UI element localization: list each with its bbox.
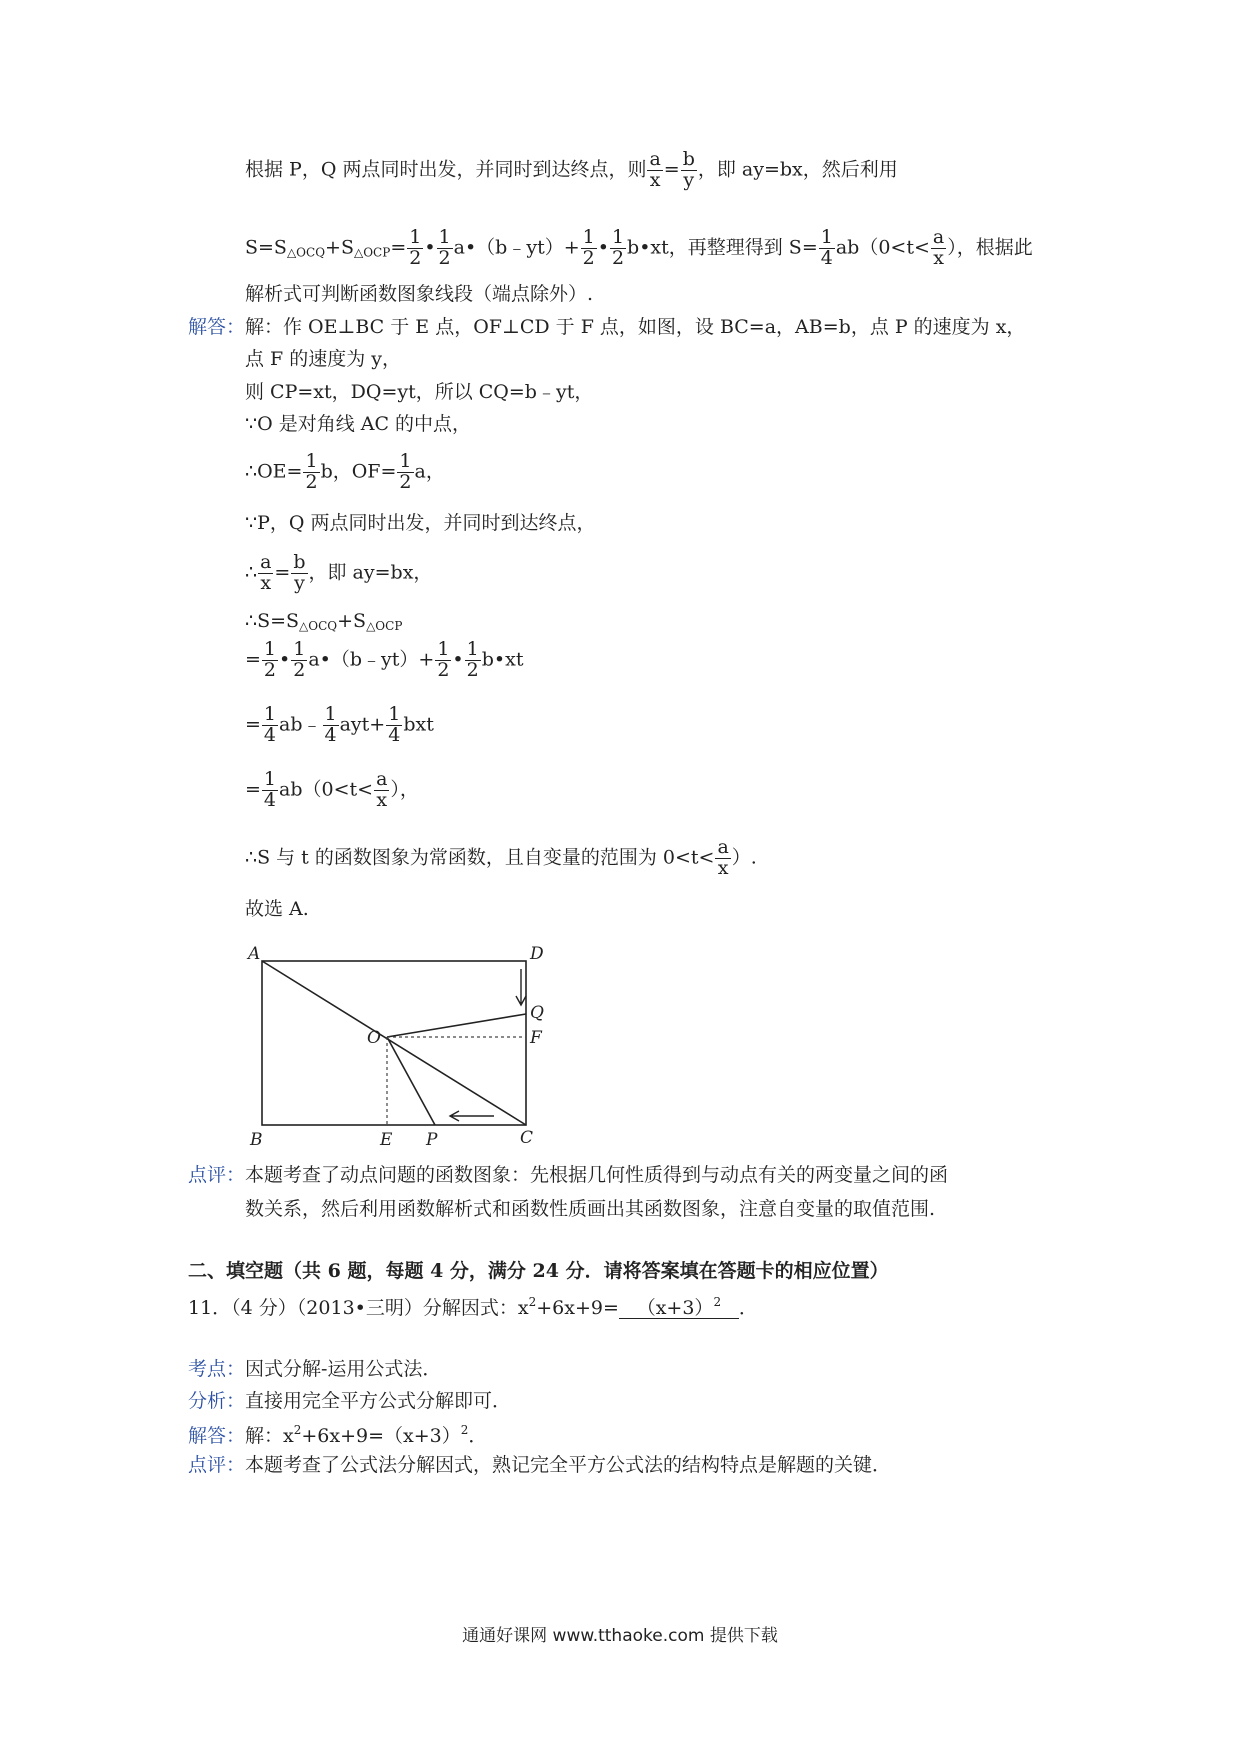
- solution-line-8: [245, 612, 402, 632]
- label-c: C: [520, 1128, 534, 1148]
- label-q: Q: [530, 1003, 544, 1023]
- denominator: 2: [611, 246, 625, 269]
- denominator: x: [717, 856, 729, 879]
- text: 因式分解-运用公式法．: [245, 1358, 442, 1380]
- label-b: B: [250, 1130, 263, 1150]
- key-point-label: 考点：: [188, 1358, 246, 1380]
- text: ∴S 与 t 的函数图象为常函数，且自变量的范围为 0<t<: [245, 846, 715, 869]
- text: =: [274, 561, 291, 584]
- fraction-half: [610, 228, 626, 269]
- fraction-half: [581, 228, 597, 269]
- segment-op: [387, 1037, 435, 1125]
- denominator: 2: [438, 246, 451, 269]
- subscript: △OCP: [353, 245, 391, 260]
- solution-line-13: 故选 A.: [245, 898, 309, 920]
- numerator: 1: [388, 703, 401, 725]
- denominator: 2: [409, 246, 422, 269]
- denominator: y: [294, 571, 305, 594]
- numerator: a: [717, 836, 729, 858]
- denominator: 2: [293, 658, 306, 681]
- fraction: [374, 770, 389, 811]
- numerator: 1: [409, 226, 422, 248]
- text: b，OF=: [320, 460, 397, 483]
- text: 本题考查了公式法分解因式，熟记完全平方公式法的结构特点是解题的关键．: [245, 1454, 892, 1476]
- denominator: 2: [399, 470, 412, 493]
- numerator: a: [376, 768, 388, 790]
- text: ，即 ay=bx，: [308, 561, 433, 584]
- geometry-figure: [244, 935, 564, 1150]
- text: ab（0<t<: [835, 236, 930, 259]
- fraction: [681, 150, 697, 191]
- solution-label: 解答：: [188, 1425, 246, 1447]
- fraction-quarter: [262, 705, 278, 746]
- arrow-down-icon: [516, 969, 526, 1005]
- fraction-half: [435, 640, 451, 681]
- text: +6x+9=（x+3）: [301, 1425, 461, 1447]
- text: =: [245, 778, 261, 801]
- fraction-half: [262, 640, 278, 681]
- numerator: 1: [324, 703, 337, 725]
- solution-line-7: [245, 553, 432, 594]
- question-11: [188, 1296, 758, 1319]
- denominator: 4: [388, 723, 401, 746]
- fraction: [647, 150, 662, 191]
- text: ∴OE=: [245, 460, 303, 483]
- numerator: b: [682, 148, 695, 170]
- numerator: 1: [263, 638, 277, 660]
- text: 根据 P，Q 两点同时出发，并同时到达终点，则: [245, 158, 647, 181]
- solution-line-11: [245, 770, 419, 811]
- fraction: [258, 553, 273, 594]
- q11-comment: [188, 1456, 891, 1475]
- numerator: 1: [263, 768, 277, 790]
- denominator: 4: [820, 246, 833, 269]
- solution-line-12: [245, 838, 757, 879]
- text: a，: [414, 460, 445, 483]
- numerator: 1: [438, 226, 451, 248]
- text: +6x+9=: [536, 1297, 619, 1319]
- text: =: [663, 158, 680, 181]
- analysis-line-1: [245, 150, 898, 191]
- text: ab﹣: [279, 713, 322, 736]
- numerator: 1: [263, 703, 277, 725]
- text: ），: [390, 778, 419, 801]
- comment-label: 点评：: [188, 1164, 246, 1186]
- fraction-half: [291, 640, 307, 681]
- diagonal-ac: [262, 961, 526, 1125]
- text: +S: [325, 236, 354, 259]
- text: ∴S=S: [245, 610, 300, 632]
- comment-line-1: [188, 1166, 948, 1185]
- numerator: 1: [399, 450, 412, 472]
- fraction-quarter: [262, 770, 278, 811]
- text: b•xt，再整理得到 S=: [627, 236, 818, 259]
- numerator: 1: [293, 638, 306, 660]
- text: =: [245, 648, 261, 671]
- denominator: 4: [324, 723, 337, 746]
- text: a•（b﹣yt）+: [453, 236, 580, 259]
- label-a: A: [248, 944, 261, 964]
- denominator: x: [260, 571, 272, 594]
- numerator: a: [932, 226, 945, 248]
- denominator: y: [683, 168, 695, 191]
- text: a•（b﹣yt）+: [308, 648, 435, 671]
- fraction-half: [437, 228, 453, 269]
- text: 解：x: [245, 1425, 294, 1447]
- text: =: [245, 713, 261, 736]
- superscript: 2: [713, 1295, 722, 1309]
- superscript: 2: [528, 1295, 537, 1309]
- denominator: x: [376, 788, 388, 811]
- label-f: F: [530, 1028, 542, 1048]
- fraction-quarter: [386, 705, 402, 746]
- numerator: a: [260, 551, 272, 573]
- fraction: [931, 228, 946, 269]
- fraction-half: [303, 452, 319, 493]
- text: b•xt: [481, 648, 524, 671]
- text: +S: [337, 610, 367, 632]
- fraction: [715, 838, 730, 879]
- answer-blank: [619, 1296, 739, 1319]
- text: S=S: [245, 236, 287, 259]
- analysis-line-3: 解析式可判断函数图象线段（端点除外）.: [245, 283, 594, 305]
- text: 直接用完全平方公式分解即可．: [245, 1390, 512, 1412]
- text: 解：作 OE⊥BC 于 E 点，OF⊥CD 于 F 点，如图，设 BC=a，AB=b，点 P 的速度为 x，: [245, 316, 1026, 338]
- fraction-half: [407, 228, 423, 269]
- label-p: P: [426, 1130, 438, 1150]
- denominator: 2: [437, 658, 450, 681]
- numerator: a: [649, 148, 661, 170]
- text: 11．（4 分）（2013•三明）分解因式：x: [188, 1297, 529, 1319]
- text: ），根据此: [947, 236, 1033, 259]
- text: ．: [468, 1425, 488, 1447]
- solution-line-10: [245, 705, 434, 746]
- analysis-line-2: $S=S_{\triangle OCQ}+S_{\triangle OCP}=$ $\frac{1}{2}$ • $\frac{1}{2}$ a•（b﹣yt）+ $\frac{1}{2}$ • $\frac{1}{2}$ b•xt，再整理得到 S= $\frac{1}{4}$ ab（0<t< $\frac{a}{x}$ ），根据此: [245, 226, 1033, 269]
- label-d: D: [530, 944, 544, 964]
- superscript: 2: [293, 1423, 302, 1437]
- text: bxt: [403, 713, 434, 736]
- fraction-half: [397, 452, 413, 493]
- denominator: 2: [466, 658, 479, 681]
- solution-line-1: [188, 318, 1025, 337]
- denominator: 4: [263, 788, 277, 811]
- text: 本题考查了动点问题的函数图象：先根据几何性质得到与动点有关的两变量之间的函: [245, 1164, 949, 1186]
- denominator: x: [933, 246, 944, 269]
- superscript: 2: [460, 1423, 469, 1437]
- subscript: △OCQ: [286, 245, 326, 260]
- solution-line-3: 则 CP=xt，DQ=yt，所以 CQ=b﹣yt，: [245, 381, 594, 403]
- solution-line-4: ∵O 是对角线 AC 的中点，: [245, 413, 472, 435]
- fraction-quarter: [323, 705, 339, 746]
- solution-line-5: [245, 452, 445, 493]
- text: ab（0<t<: [279, 778, 374, 801]
- denominator: x: [649, 168, 661, 191]
- section-heading: 二、填空题（共 6 题，每题 4 分，满分 24 分．请将答案填在答题卡的相应位置）: [188, 1260, 889, 1282]
- fraction-half: [465, 640, 481, 681]
- denominator: 2: [582, 246, 595, 269]
- text: ）.: [731, 846, 757, 869]
- text: ayt+: [339, 713, 386, 736]
- arrow-left-icon: [450, 1111, 494, 1121]
- numerator: 1: [305, 450, 318, 472]
- text: ．: [738, 1297, 758, 1319]
- q11-analysis: [188, 1392, 511, 1411]
- fraction-quarter: [819, 228, 835, 269]
- numerator: 1: [437, 638, 450, 660]
- numerator: b: [293, 551, 306, 573]
- text: ∴: [245, 561, 258, 584]
- solution-line-6: ∵P，Q 两点同时出发，并同时到达终点，: [245, 512, 596, 534]
- denominator: 4: [263, 723, 277, 746]
- solution-label: 解答：: [188, 316, 246, 338]
- numerator: 1: [611, 226, 625, 248]
- q11-solution: [188, 1424, 487, 1446]
- label-o: O: [367, 1028, 381, 1048]
- fraction: [291, 553, 307, 594]
- comment-line-2: 数关系，然后利用函数解析式和函数性质画出其函数图象，注意自变量的取值范围.: [245, 1198, 936, 1220]
- numerator: 1: [820, 226, 833, 248]
- page-footer: 通通好课网 www.tthaoke.com 提供下载: [462, 1626, 778, 1646]
- subscript: △OCQ: [299, 619, 338, 633]
- denominator: 2: [263, 658, 277, 681]
- numerator: 1: [466, 638, 479, 660]
- answer-text: （x+3）: [636, 1297, 714, 1319]
- q11-key-point: [188, 1360, 441, 1379]
- solution-line-2: 点 F 的速度为 y，: [245, 348, 402, 370]
- segment-oq: [387, 1014, 526, 1037]
- label-e: E: [380, 1130, 393, 1150]
- numerator: 1: [582, 226, 595, 248]
- solution-line-9: = $\frac{1}{2}$ • $\frac{1}{2}$ a•（b﹣yt）+ $\frac{1}{2}$ • $\frac{1}{2}$ b•xt: [245, 638, 524, 681]
- text: ，即 ay=bx，然后利用: [697, 158, 898, 181]
- subscript: △OCP: [366, 619, 403, 633]
- analysis-label: 分析：: [188, 1390, 246, 1412]
- denominator: 2: [305, 470, 318, 493]
- comment-label: 点评：: [188, 1454, 246, 1476]
